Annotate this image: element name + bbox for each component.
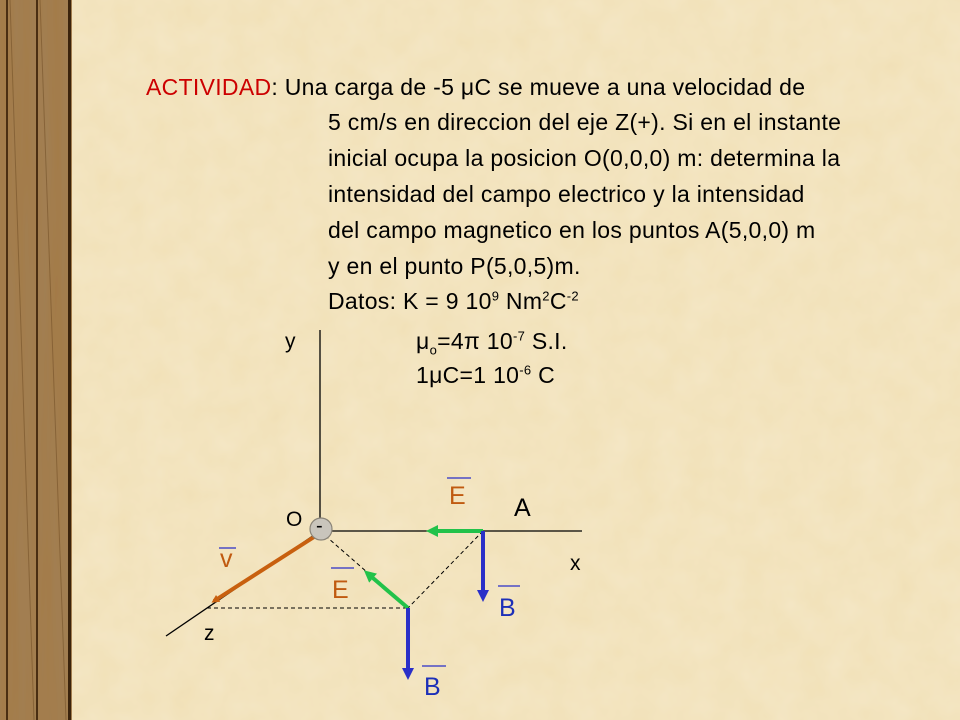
- datos-mu-exponent: -7: [512, 328, 526, 344]
- problem-line-3: inicial ocupa la posicion O(0,0,0) m: determina la: [328, 145, 841, 171]
- charge-sign-label: -: [316, 515, 323, 537]
- origin-label: O: [286, 508, 303, 531]
- problem-line-2: 5 cm/s en direccion del eje Z(+). Si en el instante: [328, 109, 842, 135]
- datos-mu-value: =4π 10: [437, 328, 513, 354]
- datos-conversion-left: 1μC=1 10: [416, 362, 520, 388]
- datos-k-unit-exponent: 2: [542, 288, 550, 304]
- x-axis-label: x: [570, 552, 581, 575]
- z-axis-label: z: [204, 622, 215, 645]
- datos-conversion-unit: C: [531, 362, 556, 388]
- datos-k-unit: Nm: [499, 288, 543, 314]
- problem-line-1-text: : Una carga de -5 μC se mueve a una velocidad de: [271, 74, 806, 100]
- magnetic-field-a-label: B: [499, 594, 516, 622]
- point-a-label: A: [514, 494, 531, 522]
- problem-line-5: del campo magnetico en los puntos A(5,0,0) m: [328, 217, 816, 243]
- datos-mu-subscript: o: [429, 342, 438, 358]
- datos-mu-symbol: μ: [416, 328, 430, 354]
- electric-field-a-label: E: [449, 482, 466, 510]
- dashed-line-a-to-p: [408, 531, 483, 608]
- velocity-label: v: [220, 545, 233, 573]
- electric-field-vector-p: [367, 573, 408, 608]
- problem-line-6: y en el punto P(5,0,5)m.: [328, 253, 581, 279]
- datos-k-exponent: 9: [491, 288, 500, 304]
- electric-field-p-label: E: [332, 576, 349, 604]
- datos-conversion-exponent: -6: [519, 362, 532, 378]
- y-axis-label: y: [285, 330, 296, 353]
- datos-k-prefix: Datos: K = 9 10: [328, 288, 492, 314]
- datos-k-coulomb-exponent: -2: [566, 288, 579, 304]
- activity-heading: ACTIVIDAD: [146, 74, 272, 100]
- datos-k-coulomb: C: [549, 288, 567, 314]
- magnetic-field-p-label: B: [424, 673, 441, 701]
- problem-line-4: intensidad del campo electrico y la intensidad: [328, 181, 805, 207]
- datos-mu-unit: S.I.: [525, 328, 568, 354]
